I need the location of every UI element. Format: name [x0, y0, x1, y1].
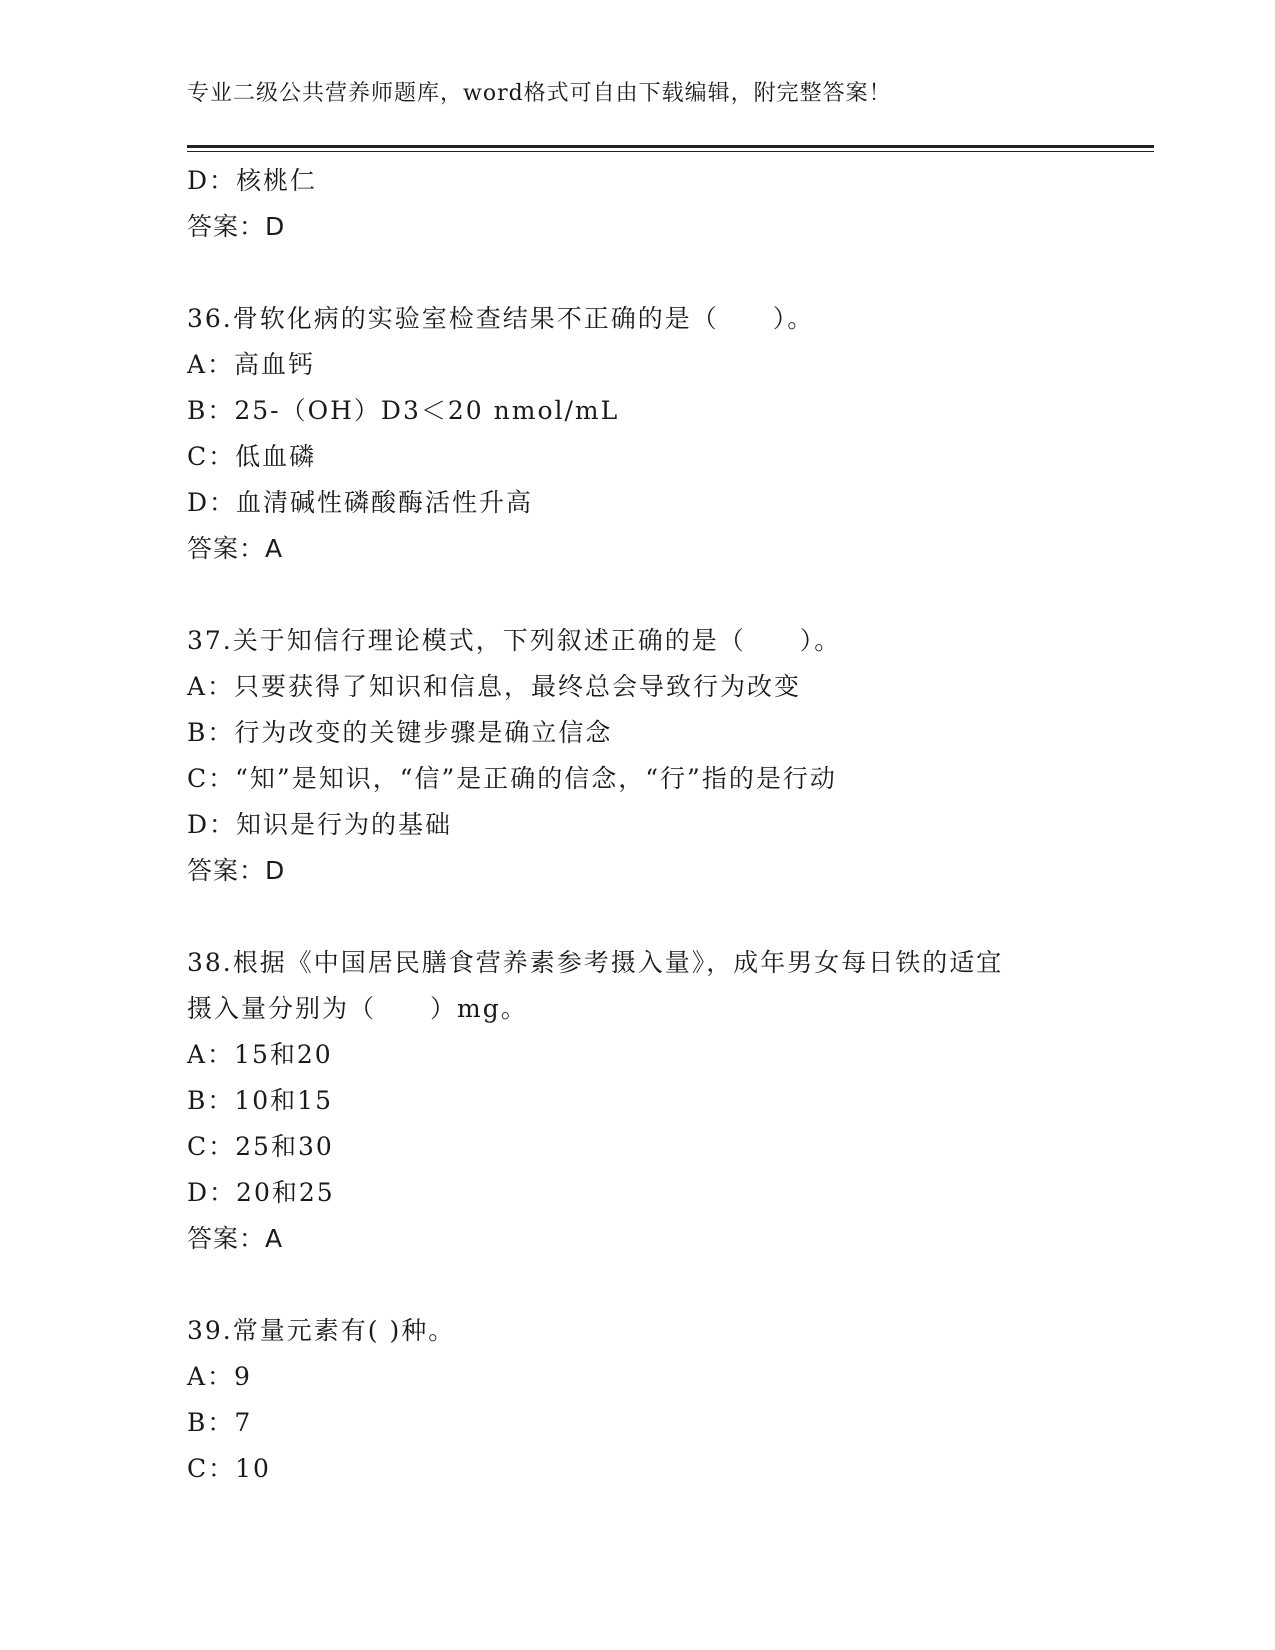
option-b: B：行为改变的关键步骤是确立信念 [187, 718, 613, 747]
document-body [187, 158, 1087, 1492]
question-stem: 37.关于知信行理论模式，下列叙述正确的是（ ）。 [187, 626, 842, 655]
question-stem: 36.骨软化病的实验室检查结果不正确的是（ ）。 [187, 304, 815, 333]
question-stem: 39.常量元素有( )种。 [187, 1316, 456, 1345]
option-c: C：25和30 [187, 1132, 334, 1161]
question-stem-continued: 摄入量分别为（ ）mg。 [187, 994, 528, 1023]
answer-line: 答案：A [187, 534, 284, 563]
spacer [187, 894, 1087, 940]
answer-line: 答案：D [187, 856, 286, 885]
option-d: D：20和25 [187, 1178, 335, 1207]
option-c: C：“知”是知识，“信”是正确的信念，“行”指的是行动 [187, 764, 837, 793]
option-b: B：25-（OH）D3＜20 nmol/mL [187, 396, 620, 425]
spacer [187, 572, 1087, 618]
document-header: 专业二级公共营养师题库，word格式可自由下载编辑，附完整答案！ [187, 81, 892, 106]
option-c: C：10 [187, 1454, 271, 1483]
spacer [187, 1262, 1087, 1308]
spacer [187, 250, 1087, 296]
option-d: D：血清碱性磷酸酶活性升高 [187, 488, 534, 517]
option-a: A：15和20 [187, 1040, 333, 1069]
option-a: A：9 [187, 1362, 252, 1391]
option-a: A：高血钙 [187, 350, 316, 379]
option-d: D：核桃仁 [187, 166, 318, 195]
answer-line: 答案：D [187, 212, 286, 241]
header-rule-thick [187, 145, 1154, 148]
option-d: D：知识是行为的基础 [187, 810, 453, 839]
header-rule-thin [187, 151, 1154, 152]
option-c: C：低血磷 [187, 442, 317, 471]
answer-line: 答案：A [187, 1224, 284, 1253]
question-stem: 38.根据《中国居民膳食营养素参考摄入量》，成年男女每日铁的适宜 [187, 948, 1004, 977]
option-b: B：10和15 [187, 1086, 333, 1115]
option-b: B：7 [187, 1408, 253, 1437]
option-a: A：只要获得了知识和信息，最终总会导致行为改变 [187, 672, 802, 701]
